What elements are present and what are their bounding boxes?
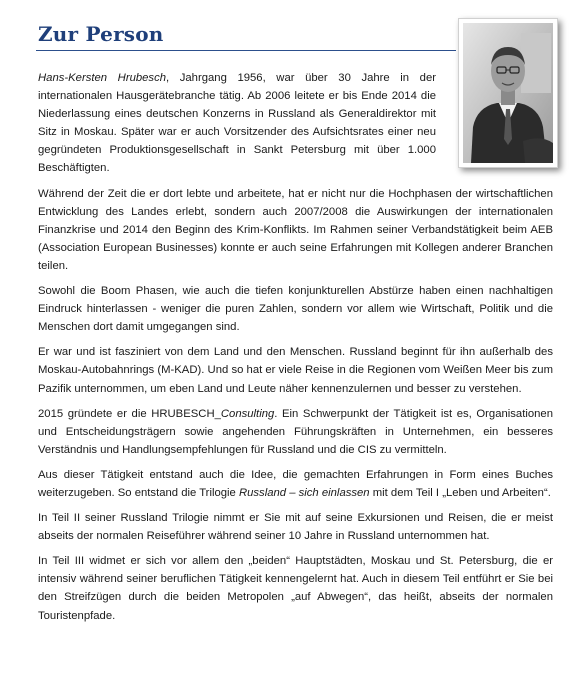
title-underline [36,50,456,51]
paragraph-russia-experience: Während der Zeit die er dort lebte und arbeitete, hat er nicht nur die Hochphasen der wirtschaftlichen Entwicklung des Landes erlebt, sondern auch 2007/2008 die Auswirkungen der internationalen Finanzkrise und 2014 den Beginn des Krim-Konflikts. Im Rahmen seiner Verbandstätigkeit beim AEB (Association European Businesses) konnte er auch seine Erfahrungen mit Kollegen anderer Branchen teilen. [38,187,553,272]
paragraph-trilogy: Aus dieser Tätigkeit entstand auch die Idee, die gemachten Erfahrungen in Form eines Buches weiterzugeben. So entstand die Trilogie Russland – sich einlassen mit dem Teil I „Leben und Arbeiten“. [38,468,553,499]
page-title: Zur Person [38,22,164,46]
biography-text [38,69,553,632]
paragraph-boom-phases: Sowohl die Boom Phasen, wie auch die tiefen konjunkturellen Abstürze haben einen nachhaltigen Eindruck hinterlassen - weniger die puren Zahlen, sondern vor allem wie Wirtschaft, Politik und die Menschen dort damit umgegangen sind. [38,285,553,334]
paragraph-consulting: 2015 gründete er die HRUBESCH_Consulting. Ein Schwerpunkt der Tätigkeit ist es, Organisationen und Entscheidungsträgern sowie angehenden Führungskräften in Unternehmen, ein besseres Verständnis und Handlungsempfehlungen für Russland und die CIS zu vermitteln. [38,407,553,456]
paragraph-fascination: Er war und ist fasziniert von dem Land und den Menschen. Russland beginnt für ihn außerhalb des Moskau-Autobahnrings (M-KAD). Und so hat er viele Reise in die Regionen vom Weißen Meer bis zum Pazifik unternommen, um eben Land und Leute näher kennenzulernen und besser zu verstehen. [38,346,553,395]
paragraph-part-two: In Teil II seiner Russland Trilogie nimmt er Sie mit auf seine Exkursionen und Reisen, die er meist abseits der normalen Reiseführer während seiner 10 Jahre in Russland unternommen hat. [38,512,553,543]
paragraph-part-three: In Teil III widmet er sich vor allem den „beiden“ Hauptstädten, Moskau und St. Petersburg, die er intensiv während seiner beruflichen Tätigkeit kennengelernt hat. Auch in diesem Teil entführt er Sie bei den Streifzügen durch die beiden Metropolen „auf Abwegen“, das heißt, abseits der normalen Touristenpfade. [38,555,553,622]
paragraph-intro: Hans-Kersten Hrubesch, Jahrgang 1956, war über 30 Jahre in der internationalen Hausgerätebranche tätig. Ab 2006 leitete er bis Ende 2014 die Niederlassung eines deutschen Konzerns in Russland als Generaldirektor mit Sitz in Moskau. Später war er auch Vorsitzender des Aufsichtsrates einer neu gegründeten Produktionsgesellschaft in Sankt Petersburg mit über 1.000 Beschäftigten. [38,72,436,175]
book-title: Russland – sich einlassen [238,486,370,499]
person-name: Hans-Kersten Hrubesch [38,72,167,84]
